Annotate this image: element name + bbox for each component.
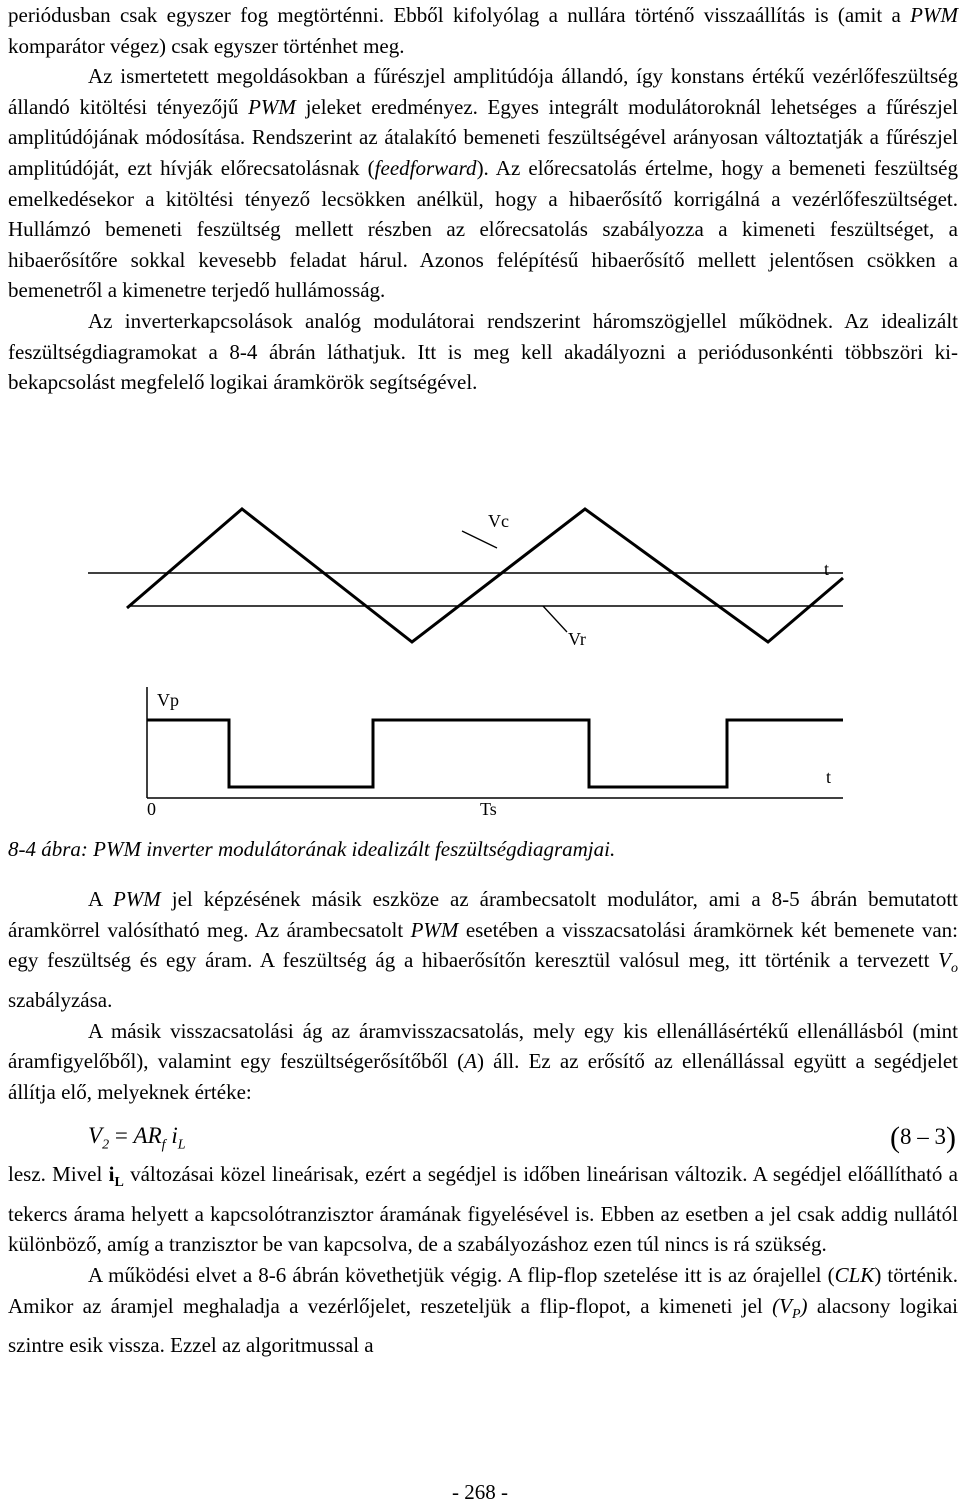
equation-number: (8 – 3) <box>890 1121 956 1154</box>
paragraph <box>8 306 958 398</box>
text-run: ) áll. Ez az erősítő az ellenállással együtt a segédjelet állítja elő, melyeknek értéke: <box>8 1049 958 1104</box>
text-run: Az inverterkapcsolások analóg modulátorai rendszerint háromszögjellel működnek. Az idealizált feszültségdiagramokat a 8-4 ábrán láthatjuk. Itt is meg kell akadályozni a periódusonkénti többszöri ki-bekapcsolást megfelelő logikai áramkörök segítségével. <box>8 308 958 395</box>
text-run: A működési elvet a 8-6 ábrán követhetjük végig. A flip-flop szetelése itt is az órajellel ( <box>88 1262 835 1287</box>
subscript-text: L <box>114 1175 124 1191</box>
text-run: Az ismertetett megoldásokban a fűrészjel amplitúdója állandó, így konstans értékű vezérlőfeszültség állandó kitöltési tényezőjű <box>8 64 958 119</box>
italic-text: feedforward <box>374 155 477 180</box>
label-vr: Vr <box>568 629 586 649</box>
italic-text: PWM <box>410 917 459 942</box>
paragraph <box>8 884 958 1016</box>
text-run: lesz. Mivel <box>8 1162 109 1186</box>
italic-text: ) <box>800 1293 808 1318</box>
label-t-bottom: t <box>826 767 832 787</box>
text-run: szabályzása. <box>8 987 113 1012</box>
figure-caption: 8-4 ábra: PWM inverter modulátorának idealizált feszültségdiagramjai. <box>8 837 616 861</box>
italic-text: PWM <box>112 887 161 911</box>
paragraph <box>8 0 958 61</box>
paragraph <box>8 1260 958 1361</box>
text-run: változásai közel lineárisak, ezért a segédjel is időben lineárisan változik. A segédjel előállítható a tekercs árama helyett a kapcsolótranzisztor áramának figyelésével is. Ebben az esetben a jel csak addig nullától különböző, amíg a tranzisztor be van kapcsolva, de a szabályozáshoz ezen túl nincs is rá szükség. <box>8 1162 958 1257</box>
subscript-text: P <box>791 1306 801 1322</box>
label-t-top: t <box>824 559 830 579</box>
label-vp: Vp <box>157 690 179 710</box>
text-run: esetében a visszacsatolási áramkörnek két bemenete van: egy feszültség és egy áram. A feszültség ág a hibaerősítőn keresztül valósul meg, itt történik a tervezett <box>8 917 958 973</box>
paragraph <box>8 61 958 306</box>
italic-text: A <box>464 1049 477 1074</box>
italic-text: PWM <box>248 94 296 119</box>
text-run: ). Az előrecsatolás értelme, hogy a bemeneti feszültség emelkedésekor a kitöltési tényező lecsökken anélkül, hogy a hibaerősítő korrigálná a vezérlőfeszültséget. Hullámzó bemeneti feszültség mellett részben az előrecsatolás szabályozza a kimeneti feszültséget, a hibaerősítőre sokkal kevesebb feladat hárul. Azonos felépítésű hibaerősítő mellett jelentősen csökken a bemenetről a kimenetre terjedő hullámosság. <box>8 155 958 303</box>
text-block-top <box>8 0 958 398</box>
pwm-voltage-diagram <box>0 480 960 825</box>
triangle-carrier-wave <box>127 509 843 642</box>
paragraph <box>8 1016 958 1108</box>
page-number: - 268 - <box>452 1480 508 1504</box>
pwm-pulse-wave <box>147 720 843 787</box>
paragraph <box>8 1159 958 1260</box>
text-run: periódusban csak egyszer fog megtörténni. Ebből kifolyólag a nullára történő visszaállítás is (amit a <box>8 3 911 27</box>
text-run: i <box>108 1162 115 1186</box>
text-block-bottom <box>8 1159 958 1361</box>
italic-text: V <box>938 948 951 973</box>
label-vc: Vc <box>488 511 509 531</box>
italic-text: CLK <box>834 1262 875 1287</box>
italic-text: (V <box>772 1293 792 1318</box>
text-run: komparátor végez) csak egyszer történhet meg. <box>8 33 405 58</box>
equation-8-3 <box>88 1123 958 1163</box>
text-run: jeleket eredményez. Egyes integrált modulátoroknál lehetséges a fűrészjel amplitúdójának módosítása. Rendszerint az átalakító bemeneti feszültségével arányosan változtatják a fűrészjel amplitúdóját, ezt hívják előrecsatolásnak ( <box>8 94 959 180</box>
text-run: ) történik. Amikor az áramjel meghaladja a vezérlőjelet, reszeteljük a flip-flopot, a kimeneti jel <box>8 1262 958 1318</box>
italic-text: PWM <box>910 3 958 27</box>
text-block-middle <box>8 884 958 1107</box>
subscript-text: o <box>951 961 958 977</box>
vr-pointer <box>543 606 567 632</box>
vc-pointer <box>462 531 497 548</box>
equation-expression: $V_2 = AR_f$ $i_L$ <box>88 1123 186 1153</box>
text-run: alacsony logikai szintre esik vissza. Ezzel az algoritmussal a <box>8 1293 959 1358</box>
text-run: jel képzésének másik eszköze az árambecsatolt modulátor, ami a 8-5 ábrán bemutatott áramkörrel valósítható meg. Az árambecsatolt <box>8 887 958 942</box>
text-run: A másik visszacsatolási ág az áramvisszacsatolás, mely egy kis ellenállásértékű ellenállásból (mint áramfigyelőből), valamint egy feszültségerősítőből ( <box>8 1018 958 1074</box>
text-run: A <box>88 887 113 911</box>
label-zero: 0 <box>147 799 156 819</box>
label-ts: Ts <box>480 799 497 819</box>
